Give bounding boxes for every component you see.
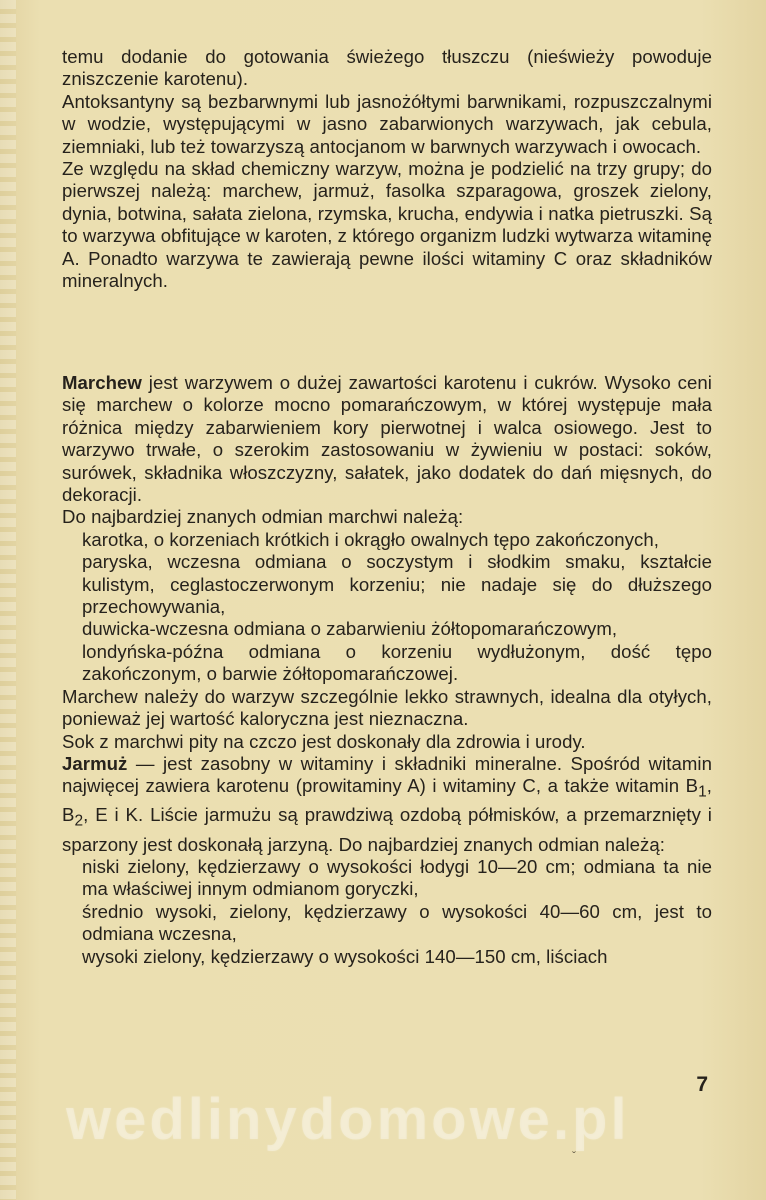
paragraph-marchew	[62, 372, 712, 506]
marchew-closing-text: Marchew należy do warzyw szczególnie lekko strawnych, idealna dla otyłych, ponieważ jej wartość kaloryczna jest nieznaczna.	[62, 685, 712, 730]
marchew-variety-item: karotka, o korzeniach krótkich i okrągło owalnych tępo zakończonych,	[82, 528, 659, 550]
intro-text-block	[62, 46, 712, 292]
print-speck: ˇ	[572, 1149, 576, 1163]
paragraph-jarmuz	[62, 753, 712, 856]
marchew-variety-item: londyńska-późna odmiana o korzeniu wydłużonym, dość tępo zakończonym, o barwie żółtopomarańczowej.	[82, 640, 712, 685]
vegetables-text-block	[62, 372, 712, 968]
marchew-varieties-intro: Do najbardziej znanych odmian marchwi należą:	[62, 506, 464, 528]
paragraph-anthoxanthins: Antoksantyny są bezbarwnymi lub jasnożółtymi barwnikami, rozpuszczalnymi w wodzie, występującymi w jasno zabarwionych warzywach, jak cebula, ziemniaki, lub też towarzyszą antocjanom w barwnych warzywach i owocach.	[62, 90, 712, 157]
jarmuz-text-a: — jest zasobny w witaminy i składniki mineralne. Spośród witamin najwięcej zawiera karotenu (prowitaminy A) i witaminy C, a także witamin B	[62, 752, 712, 797]
paragraph-vegetable-groups: Ze względu na skład chemiczny warzyw, można je podzielić na trzy grupy; do pierwszej należą: marchew, jarmuż, fasolka szparagowa, groszek zielony, dynia, botwina, sałata zielona, rzymska, krucha, endywia i natka pietruszki. Są to warzywa obfitujące w karoten, z którego organizm ludzki wytwarza witaminę A. Ponadto warzywa te zawierają pewne ilości witaminy C oraz składników mineralnych.	[62, 158, 712, 292]
vitamin-b-subscript: 1	[698, 784, 707, 802]
term-marchew: Marchew	[62, 372, 142, 393]
vitamin-b-subscript: 2	[74, 813, 84, 831]
page-number: 7	[696, 1073, 708, 1096]
jarmuz-variety-item: niski zielony, kędzierzawy o wysokości łodygi 10—20 cm; odmiana ta nie ma właściwej innym odmianom goryczki,	[82, 855, 712, 900]
marchew-variety-item: duwicka-wczesna odmiana o zabarwieniu żółtopomarańczowym,	[82, 618, 618, 640]
marchew-closing-text: Sok z marchwi pity na czczo jest doskonały dla zdrowia i urody.	[62, 730, 586, 752]
term-jarmuz: Jarmuż	[62, 752, 128, 774]
jarmuz-variety-item: średnio wysoki, zielony, kędzierzawy o wysokości 40—60 cm, jest to odmiana wczesna,	[82, 900, 712, 945]
marchew-variety-item: paryska, wczesna odmiana o soczystym i słodkim smaku, kształcie kulistym, ceglastoczerwonym korzeniu; nie nadaje się do dłuższego przechowywania,	[82, 551, 712, 618]
marchew-intro: jest warzywem o dużej zawartości karotenu i cukrów. Wysoko ceni się marchew o kolorze mocno pomarańczowym, w której występuje mała różnica między zabarwieniem kory pierwotnej i walca osiowego. Jest to warzywo trwałe, o szerokim zastosowaniu w żywieniu w postaci: soków, surówek, składnika włoszczyzny, sałatek, jako dodatek do dań mięsnych, do dekoracji.	[62, 372, 712, 506]
paragraph-carotene-fat: temu dodanie do gotowania świeżego tłuszczu (nieświeży powoduje zniszczenie karotenu).	[62, 46, 712, 90]
watermark: wedlinydomowe.pl	[66, 1087, 630, 1152]
jarmuz-text-c: , E i K. Liście jarmużu są prawdziwą ozdobą półmisków, a przemarznięty i sparzony jest doskonałą jarzyną. Do najbardziej znanych odmian należą:	[62, 804, 712, 855]
jarmuz-variety-item: wysoki zielony, kędzierzawy o wysokości 140—150 cm, liściach	[82, 945, 608, 967]
torn-page-edge	[0, 0, 16, 1200]
jarmuz-text-b: , B	[62, 775, 712, 826]
